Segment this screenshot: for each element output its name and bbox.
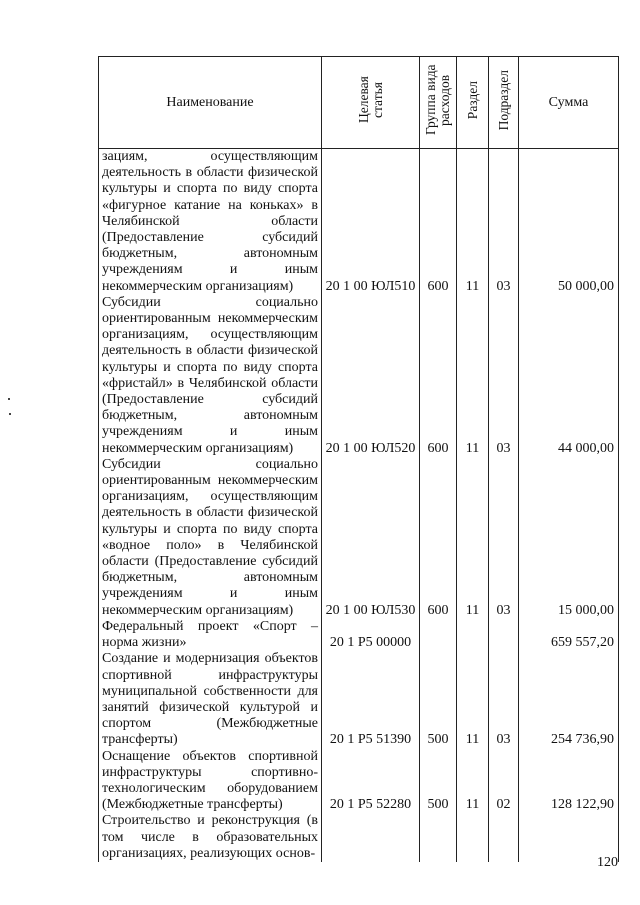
section-cell: 11	[457, 295, 489, 457]
subsection-cell: 03	[489, 457, 519, 619]
subsection-cell	[489, 813, 519, 862]
target-article-cell: 20 1 Р5 51390	[322, 651, 420, 748]
section-cell: 11	[457, 651, 489, 748]
target-article-cell: 20 1 00 ЮЛ520	[322, 295, 420, 457]
page-number: 120	[597, 855, 618, 870]
row-name-cell: Федеральный проект «Спорт – норма жизни»	[99, 619, 322, 651]
scan-mark	[9, 413, 11, 415]
target-article-cell: 20 1 Р5 00000	[322, 619, 420, 651]
subsection-cell: 03	[489, 149, 519, 295]
sum-cell: 44 000,00	[519, 295, 619, 457]
target-article-cell: 20 1 00 ЮЛ530	[322, 457, 420, 619]
sum-cell: 659 557,20	[519, 619, 619, 651]
target-article-cell	[322, 813, 420, 862]
section-cell: 11	[457, 149, 489, 295]
sum-cell: 254 736,90	[519, 651, 619, 748]
sum-cell: 50 000,00	[519, 149, 619, 295]
subsection-cell: 03	[489, 651, 519, 748]
section-cell: 11	[457, 749, 489, 814]
section-cell: 11	[457, 457, 489, 619]
expense-group-cell: 500	[420, 749, 457, 814]
row-name-cell: зациям, осуществляющим деятельность в области физической культуры и спорта по виду спорта «фигурное катание на коньках» в Челябинской области (Предоставление субсидий бюджетным, автономным учреждениям и иным некоммерческим организациям)	[99, 149, 322, 295]
sum-cell: 15 000,00	[519, 457, 619, 619]
expense-group-cell	[420, 619, 457, 651]
table-header-row	[99, 57, 619, 149]
table-row	[99, 619, 619, 651]
table-row	[99, 813, 619, 862]
target-article-cell: 20 1 Р5 52280	[322, 749, 420, 814]
expense-group-cell: 600	[420, 457, 457, 619]
header-sum: Сумма	[519, 57, 619, 149]
section-cell	[457, 813, 489, 862]
expense-group-cell: 500	[420, 651, 457, 748]
header-target-article: Целевая статья	[322, 57, 420, 149]
row-name-cell: Создание и модернизация объектов спортивной инфраструктуры муниципальной собственности для занятий физической культурой и спортом (Межбюджетные трансферты)	[99, 651, 322, 748]
header-subsection: Подраздел	[489, 57, 519, 149]
expense-group-cell: 600	[420, 149, 457, 295]
row-name-cell: Субсидии социально ориентированным некоммерческим организациям, осуществляющим деятельность в области физической культуры и спорта по виду спорта «фристайл» в Челябинской области (Предоставление субсидий бюджетным, автономным учреждениям и иным некоммерческим организациям)	[99, 295, 322, 457]
header-expense-group: Группа вида расходов	[420, 57, 457, 149]
subsection-cell	[489, 619, 519, 651]
table-row	[99, 651, 619, 748]
target-article-cell: 20 1 00 ЮЛ510	[322, 149, 420, 295]
row-name-cell: Субсидии социально ориентированным некоммерческим организациям, осуществляющим деятельность в области физической культуры и спорта по виду спорта «водное поло» в Челябинской области (Предоставление субсидий бюджетным, автономным учреждениям и иным некоммерческим организациям)	[99, 457, 322, 619]
row-name-cell: Оснащение объектов спортивной инфраструктуры спортивно-технологическим оборудованием (Межбюджетные трансферты)	[99, 749, 322, 814]
header-name: Наименование	[99, 57, 322, 149]
scan-mark	[8, 398, 10, 400]
table-row	[99, 457, 619, 619]
header-section: Раздел	[457, 57, 489, 149]
subsection-cell: 03	[489, 295, 519, 457]
expense-group-cell	[420, 813, 457, 862]
table-row	[99, 295, 619, 457]
row-name-cell: Строительство и реконструкция (в том числе в образовательных организациях, реализующих основ-	[99, 813, 322, 862]
subsection-cell: 02	[489, 749, 519, 814]
section-cell	[457, 619, 489, 651]
budget-table	[98, 56, 619, 862]
table-row	[99, 149, 619, 295]
sum-cell: 128 122,90	[519, 749, 619, 814]
table-row	[99, 749, 619, 814]
expense-group-cell: 600	[420, 295, 457, 457]
